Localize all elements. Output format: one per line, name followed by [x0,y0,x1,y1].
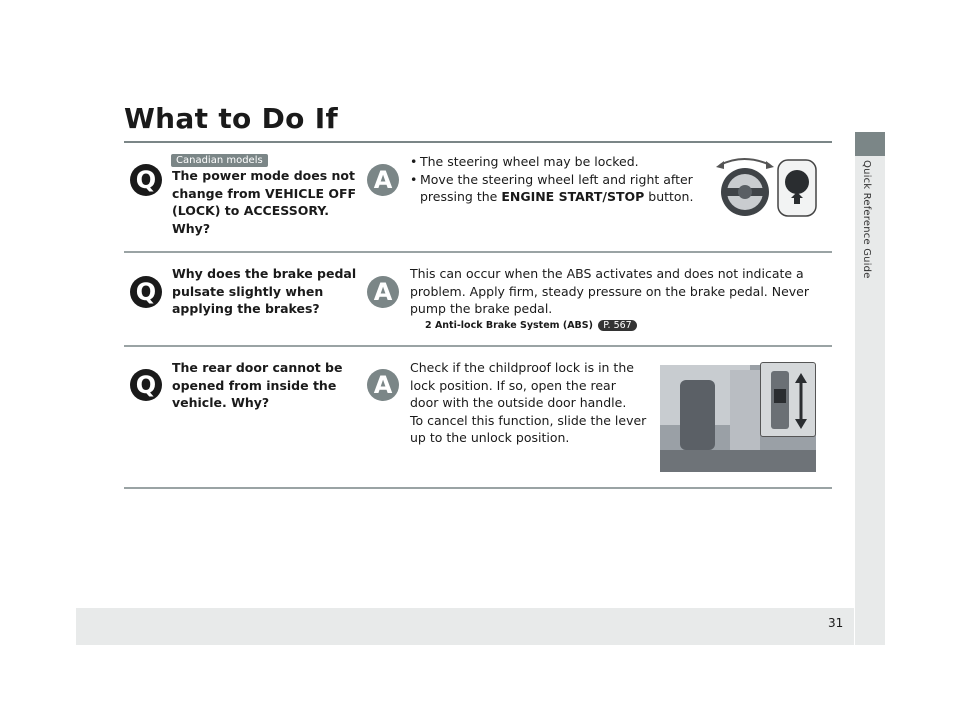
question-2-line: applying the brakes? [172,301,320,316]
row-divider [124,345,832,347]
answer-3-text [410,359,655,447]
seat-icon [680,380,715,450]
answer-2-line: pump the brake pedal. [410,301,553,316]
row-divider [124,251,832,253]
answer-badge: A [367,276,399,308]
page-number: 31 [828,616,844,630]
xref-marker-icon: 2 [425,320,432,331]
question-2-text [172,265,356,318]
answer-3-line: lock position. If so, open the rear [410,377,616,393]
question-3-line: The rear door cannot be [172,360,343,375]
answer-3-line: up to the unlock position. [410,430,570,445]
side-tab-label: Quick Reference Guide [861,160,872,279]
answer-badge: A [367,164,399,196]
question-3-text [172,359,342,412]
answer-1-bullet-cont: pressing the ENGINE START/STOP button. [420,189,694,204]
row-divider [124,487,832,489]
answer-badge: A [367,369,399,401]
answer-3-line: To cancel this function, slide the lever [410,412,647,428]
question-1-text [172,167,356,237]
answer-2-text [410,265,830,318]
question-1-line: The power mode does not [172,168,355,183]
question-3-line: opened from inside the [172,377,337,393]
answer-2-line: problem. Apply firm, steady pressure on the brake pedal. Never [410,283,810,299]
side-tab-marker [855,132,885,156]
question-2-line: pulsate slightly when [172,283,324,299]
answer-1-bullet: • Move the steering wheel left and right after [410,171,693,187]
question-badge: Q [130,369,162,401]
question-3-line: vehicle. Why? [172,395,270,410]
answer-3-line: Check if the childproof lock is in the [410,360,634,375]
xref-text: Anti-lock Brake System (ABS) [434,320,593,331]
canadian-models-tag: Canadian models [171,154,268,167]
question-1-line: Why? [172,220,211,236]
question-1-line: change from VEHICLE OFF [172,185,357,201]
footer-band [76,608,854,645]
answer-1-bullet: • The steering wheel may be locked. [410,154,639,169]
lock-lever-icon [774,389,786,403]
answer-2-line: This can occur when the ABS activates and does not indicate a [410,266,804,281]
engine-start-button-icon [785,170,809,194]
question-badge: Q [130,276,162,308]
xref-page-pill: P. 567 [598,320,636,331]
childproof-lock-inset [760,362,816,437]
steering-wheel-and-start-button-illustration [712,155,818,221]
arrow-arc-icon [720,159,770,165]
question-badge: Q [130,164,162,196]
title-rule [124,141,832,143]
answer-3-line: door with the outside door handle. [410,395,627,410]
cross-reference-link[interactable] [425,320,637,331]
question-2-line: Why does the brake pedal [172,266,357,281]
question-1-line: (LOCK) to ACCESSORY. [172,203,330,218]
answer-1-text [410,153,710,206]
page-title: What to Do If [124,102,338,135]
